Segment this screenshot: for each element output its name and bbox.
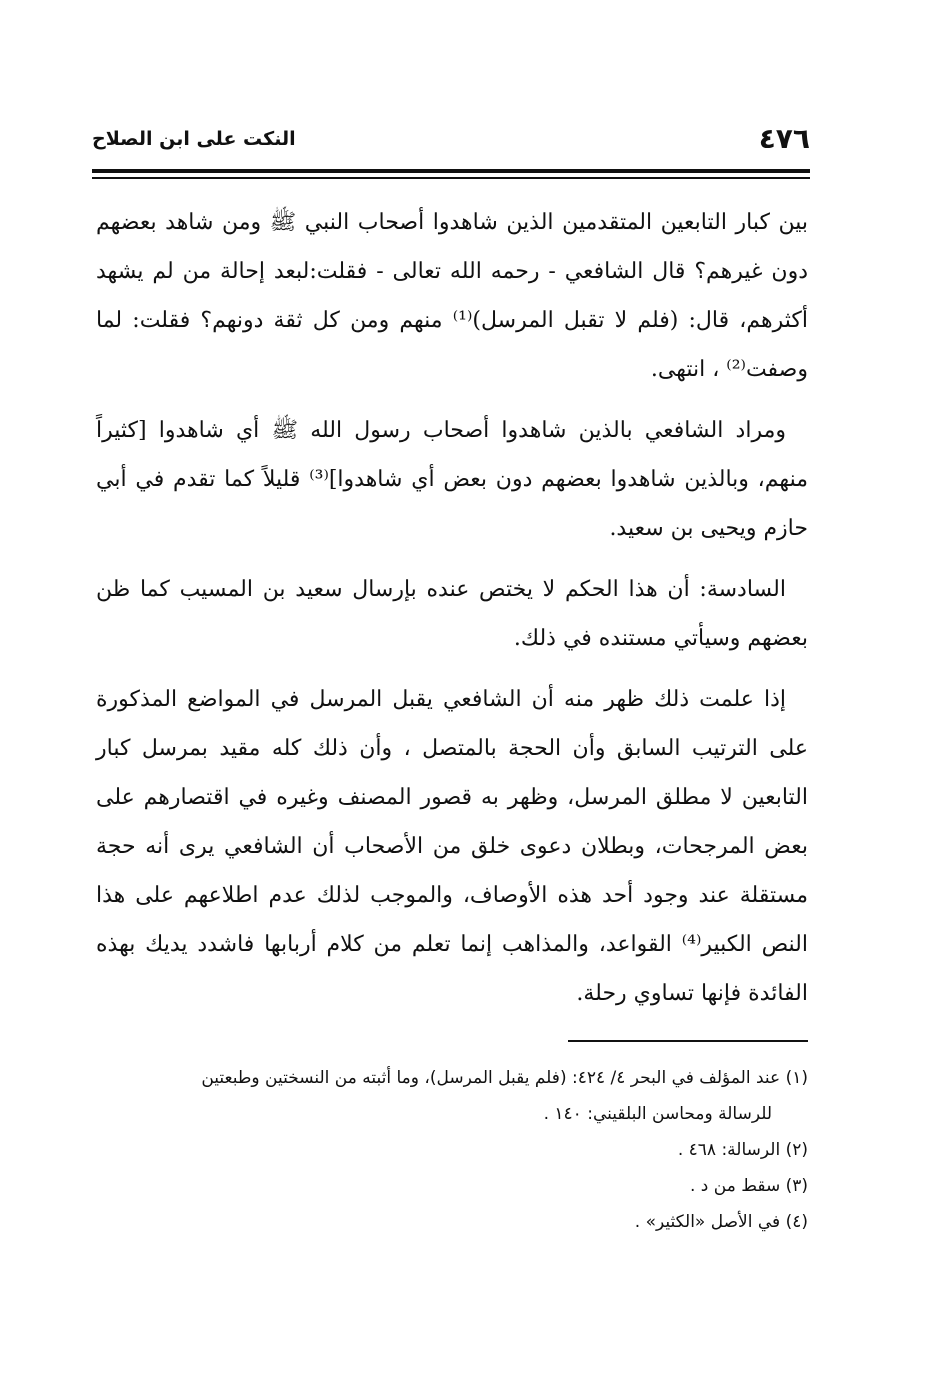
page-number: ٤٧٦ — [758, 122, 810, 155]
header-rule-thick — [92, 169, 810, 173]
paragraph-2: ومراد الشافعي بالذين شاهدوا أصحاب رسول الله ﷺ أي شاهدوا [كثيراً منهم، وبالذين شاهدوا بعضهم دون بعض أي شاهدوا]⁽³⁾ قليلاً كما تقدم في أبي حازم ويحيى بن سعيد. — [96, 418, 808, 541]
footnotes — [96, 1060, 808, 1240]
footnote-separator — [568, 1040, 808, 1042]
main-text — [96, 198, 808, 1030]
paragraph-3: السادسة: أن هذا الحكم لا يختص عنده بإرسال سعيد بن المسيب كما ظن بعضهم وسيأتي مستنده في ذلك. — [96, 577, 808, 651]
page-header — [92, 118, 810, 158]
running-title: النكت على ابن الصلاح — [92, 128, 296, 150]
paragraph-4: إذا علمت ذلك ظهر منه أن الشافعي يقبل المرسل في المواضع المذكورة على الترتيب السابق وأن الحجة بالمتصل ، وأن ذلك كله مقيد بمرسل كبار التابعين لا مطلق المرسل، وظهر به قصور المصنف وغيره في اقتصارهم على بعض المرجحات، وبطلان دعوى خلق من الأصحاب أن الشافعي يرى أنه حجة مستقلة عند وجود أحد هذه الأوصاف، والموجب لذلك عدم اطلاعهم على هذا النص الكبير⁽⁴⁾ القواعد، والمذاهب إنما تعلم من كلام أربابها فاشدد يديك بهذه الفائدة فإنها تساوي رحلة. — [96, 687, 809, 1006]
paragraph-1: بين كبار التابعين المتقدمين الذين شاهدوا أصحاب النبي ﷺ ومن شاهد بعضهم دون غيرهم؟ قال الشافعي - رحمه الله تعالى - فقلت:لبعد إحالة من لم يشهد أكثرهم، قال: (فلم لا تقبل المرسل)⁽¹⁾ منهم ومن كل ثقة دونهم؟ فقلت: لما وصفت⁽²⁾ ، انتهى. — [96, 210, 809, 382]
footnote-1-continued: للرسالة ومحاسن البلقيني: ١٤٠ . — [543, 1104, 772, 1124]
header-rule-thin — [92, 177, 810, 179]
footnote-3: (٣) سقط من د . — [689, 1176, 808, 1196]
footnote-1: (١) عند المؤلف في البحر ٤/ ٤٢٤: (فلم يقبل المرسل)، وما أثبته من النسختين وطبعتين — [201, 1068, 808, 1088]
footnote-4: (٤) في الأصل «الكثير» . — [634, 1212, 808, 1232]
footnote-2: (٢) الرسالة: ٤٦٨ . — [677, 1140, 808, 1160]
